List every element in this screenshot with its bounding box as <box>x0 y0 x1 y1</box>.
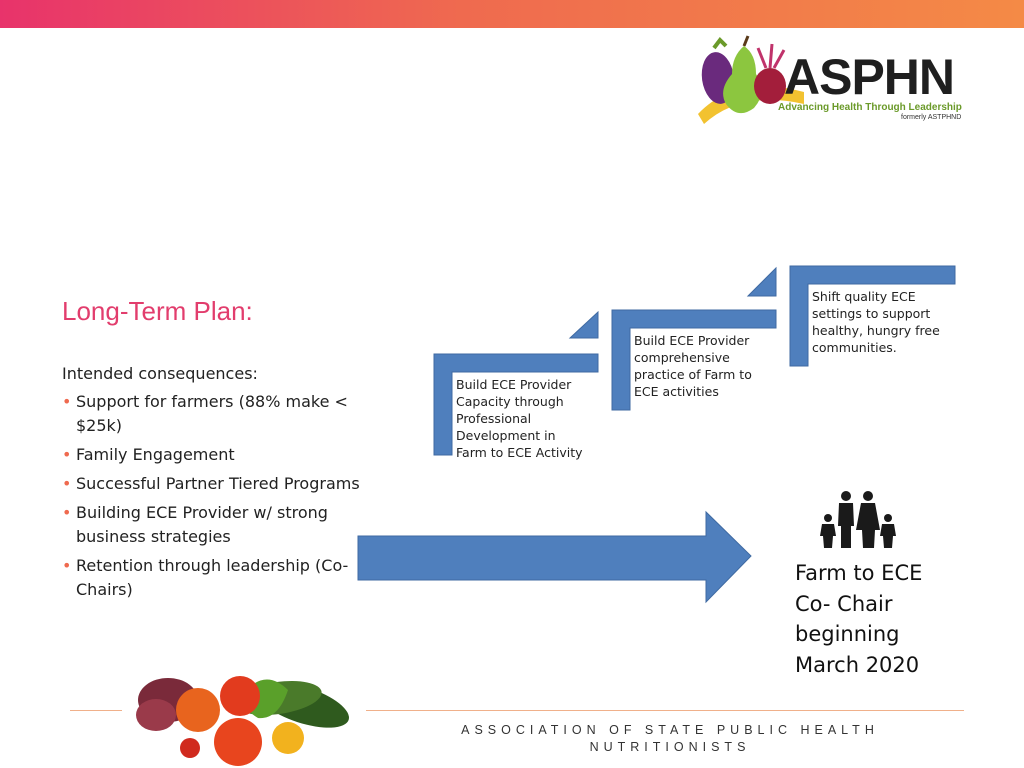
step-1-arrow <box>570 312 598 338</box>
family-icon <box>816 490 900 550</box>
step-line: practice of Farm to <box>634 367 752 382</box>
list-item: • Retention through leadership (Co-Chairs) <box>62 554 362 602</box>
step-line: Shift quality ECE <box>812 289 916 304</box>
footer-rule-left <box>70 710 122 711</box>
footer-organization <box>420 722 920 756</box>
progress-arrow <box>358 512 751 602</box>
list-item: • Support for farmers (88% make < $25k) <box>62 390 362 438</box>
logo-formerly: formerly ASTPHND <box>901 114 962 121</box>
step-line: ECE activities <box>634 384 719 399</box>
plan-title: Long-Term Plan: <box>62 296 253 326</box>
consequences-heading: Intended consequences: <box>62 364 258 383</box>
step-line: healthy, hungry free <box>812 323 940 338</box>
cochair-line: Farm to ECE <box>795 561 923 585</box>
step-line: Farm to ECE Activity <box>456 445 583 460</box>
vegetables-image <box>128 660 360 768</box>
list-item: • Successful Partner Tiered Programs <box>62 472 362 496</box>
step-1-text <box>456 376 583 461</box>
step-line: Capacity through <box>456 394 564 409</box>
step-line: settings to support <box>812 306 931 321</box>
cochair-text <box>795 558 995 680</box>
step-line: comprehensive <box>634 350 730 365</box>
cochair-line: beginning <box>795 622 900 646</box>
step-line: Build ECE Provider <box>634 333 750 348</box>
step-line: Development in <box>456 428 556 443</box>
cochair-line: Co- Chair <box>795 591 893 616</box>
step-2-text <box>634 332 752 400</box>
cochair-line: March 2020 <box>795 652 920 677</box>
logo-wordmark: ASPHN <box>784 49 955 105</box>
footer-rule-right <box>366 710 964 711</box>
step-line: Build ECE Provider <box>456 377 572 392</box>
list-item: • Building ECE Provider w/ strong business strategies <box>62 501 362 549</box>
logo-tagline: Advancing Health Through Leadership <box>778 102 962 113</box>
step-3-text <box>812 288 940 356</box>
footer-line-2: NUTRITIONISTS <box>589 740 751 754</box>
step-2-arrow <box>748 268 776 296</box>
step-line: communities. <box>812 340 897 355</box>
footer-line-1: ASSOCIATION OF STATE PUBLIC HEALTH <box>461 723 879 737</box>
list-item: • Family Engagement <box>62 443 362 467</box>
step-line: Professional <box>456 411 532 426</box>
